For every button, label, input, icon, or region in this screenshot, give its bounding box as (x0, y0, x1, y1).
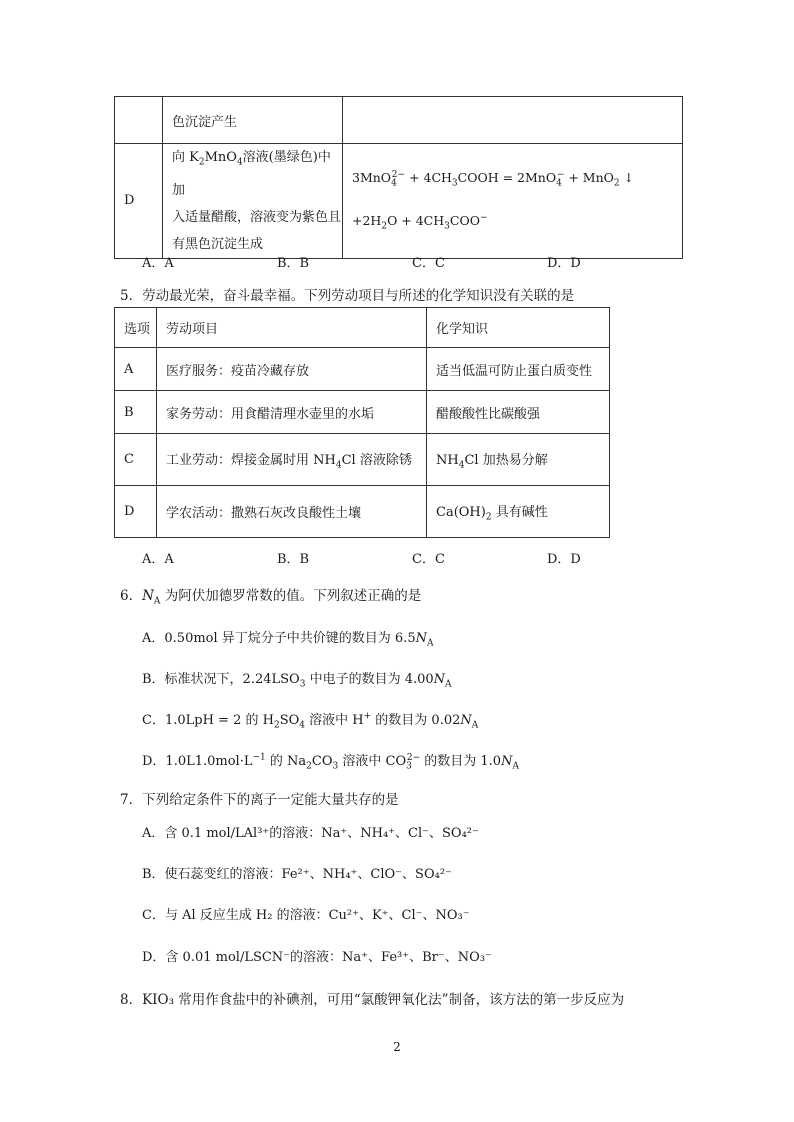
q7-option-b: B．使石蕊变红的溶液：Fe²⁺、NH₄⁺、ClO⁻、SO₄²⁻ (142, 867, 452, 882)
text: 溶液中 CO (338, 754, 407, 769)
answer-option: D．D (547, 256, 581, 271)
labor-text: 工业劳动：焊接金属时用 NH (166, 452, 336, 468)
q7-option-d: D．含 0.01 mol/LSCN⁻的溶液：Na⁺、Fe³⁺、Br⁻、NO₃⁻ (142, 950, 492, 965)
text: 为阿伏加德罗常数的值。下列叙述正确的是 (160, 588, 422, 604)
text: 入适量醋酸，溶液变为紫色且 (172, 209, 342, 225)
header-text: 选项 (124, 322, 151, 337)
knowledge-text: Ca(OH) (436, 504, 486, 520)
question-5-table (114, 307, 610, 538)
table-cell (163, 97, 343, 144)
text: 中电子的数目为 4.00 (305, 672, 434, 687)
eq-text: 3MnO (352, 170, 392, 186)
text: 6． (120, 588, 143, 604)
eq-text: COOH = 2MnO (457, 170, 557, 186)
page-number: 2 (393, 1040, 401, 1054)
eq-text: +2H (352, 212, 382, 228)
option-label: B (124, 404, 134, 420)
text: 向 K (172, 150, 199, 165)
answer-option: A．A (142, 552, 174, 567)
knowledge-text: 适当低温可防止蛋白质变性 (436, 363, 593, 379)
q6-option-d: D．$1.0L1.0mol\cdot L^{-1}$ 的 $Na_2CO_3$ 溶液中 $CO_3^{2-}$ 的数目为 $1.0N_A$ (142, 752, 519, 772)
text: MnO (204, 150, 237, 165)
eq-text: + MnO (564, 170, 614, 186)
eq-text: COO (449, 212, 480, 228)
table-cell (343, 97, 683, 144)
answer-option: C．C (412, 552, 445, 567)
table-row: D 学农活动：撒熟石灰改良酸性土壤 $Ca(OH)_2$ 具有碱性 (115, 486, 610, 538)
knowledge-text: NH (436, 452, 459, 468)
labor-text: 家务劳动：用食醋清理水壶里的水垢 (166, 406, 375, 422)
labor-text: 学农活动：撒熟石灰改良酸性土壤 (166, 506, 362, 521)
experiment-cell: 向 $K_2MnO_4$溶液(墨绿色)中加 入适量醋酸，溶液变为紫色且 有黑色沉淀生成 (163, 144, 343, 259)
option-label: D (124, 504, 135, 519)
answer-option: D．D (547, 552, 581, 567)
option-cell (115, 144, 163, 259)
text: 的数目为 1.0 (420, 754, 502, 769)
answer-option: C．C (412, 256, 445, 271)
answer-option: B．B (277, 552, 310, 567)
answer-options-q4 (142, 252, 682, 271)
header-cell (157, 308, 427, 348)
cell-text: 色沉淀产生 (172, 114, 238, 130)
q6-option-b: B．标准状况下，$2.24LSO_3$ 中电子的数目为 $4.00N_A$ (142, 672, 452, 690)
option-label: D (124, 193, 135, 209)
eq-text: + 4CH (405, 170, 452, 186)
table-cell (115, 97, 163, 144)
text: A．0.50mol 异丁烷分子中共价键的数目为 6.5 (142, 631, 416, 646)
answer-options-q5 (142, 548, 682, 567)
knowledge-text: Cl 加热易分解 (464, 452, 548, 468)
question-5-stem: 5．劳动最光荣，奋斗最幸福。下列劳动项目与所述的化学知识没有关联的是 (120, 288, 575, 304)
question-7-stem: 7．下列给定条件下的离子一定能大量共存的是 (120, 792, 399, 808)
header-cell (427, 308, 610, 348)
na-symbol: N (142, 588, 154, 604)
answer-option: A．A (142, 256, 174, 271)
header-text: 化学知识 (436, 322, 489, 337)
answer-option: B．B (277, 256, 310, 271)
labor-text: Cl 溶液除锈 (341, 452, 412, 468)
table-row: C 工业劳动：焊接金属时用 $NH_4Cl$ 溶液除锈 $NH_4Cl$ 加热易分解 (115, 434, 610, 486)
text: SO (279, 713, 300, 728)
q7-option-c: C．与 Al 反应生成 H₂ 的溶液：Cu²⁺、K⁺、Cl⁻、NO₃⁻ (142, 908, 470, 923)
table-continuation (114, 96, 683, 259)
text: 有黑色沉淀生成 (172, 236, 264, 252)
table-row (115, 348, 610, 391)
text: B．标准状况下，2.24LSO (142, 672, 300, 687)
option-label: A (124, 361, 134, 377)
text: 溶液(墨绿色)中加 (172, 150, 331, 198)
question-6-stem: 6．$N_A$ 为阿伏加德罗常数的值。下列叙述正确的是 (120, 588, 422, 607)
knowledge-text: 具有碱性 (491, 504, 548, 520)
text: 的数目为 0.02 (371, 713, 461, 728)
labor-text: 医疗服务：疫苗冷藏存放 (166, 363, 310, 379)
question-8-stem: 8．KIO₃ 常用作食盐中的补碘剂，可用“氯酸钾氧化法”制备，该方法的第一步反应为 (120, 992, 625, 1008)
option-label: C (124, 452, 134, 467)
equation-cell: $3MnO_4^{2-} + 4CH_3COOH = 2MnO_4^- + MnO_2$ ↓ $+2H_2O + 4CH_3COO^-$ (343, 144, 683, 259)
eq-text: ↓ (619, 170, 635, 186)
text: 溶液中 H (305, 713, 364, 728)
q6-option-c: C．1.0LpH = 2 的 $H_2SO_4$ 溶液中 H+ 的数目为 $0.02N_A$ (142, 711, 479, 731)
eq-text: O + 4CH (387, 212, 445, 228)
text: C．1.0LpH = 2 的 H (142, 713, 274, 728)
text: 的 Na (265, 754, 307, 769)
q7-option-a: A．含 0.1 mol/LAl³⁺的溶液：Na⁺、NH₄⁺、Cl⁻、SO₄²⁻ (142, 826, 479, 841)
text: D．1.0L1.0mol·L (142, 754, 253, 769)
header-cell (115, 308, 157, 348)
knowledge-text: 醋酸酸性比碳酸强 (436, 406, 541, 422)
table-row (115, 391, 610, 434)
text: CO (311, 754, 333, 769)
q6-option-a: A．0.50mol 异丁烷分子中共价键的数目为 $6.5N_A$ (142, 631, 434, 649)
header-text: 劳动项目 (166, 322, 219, 337)
